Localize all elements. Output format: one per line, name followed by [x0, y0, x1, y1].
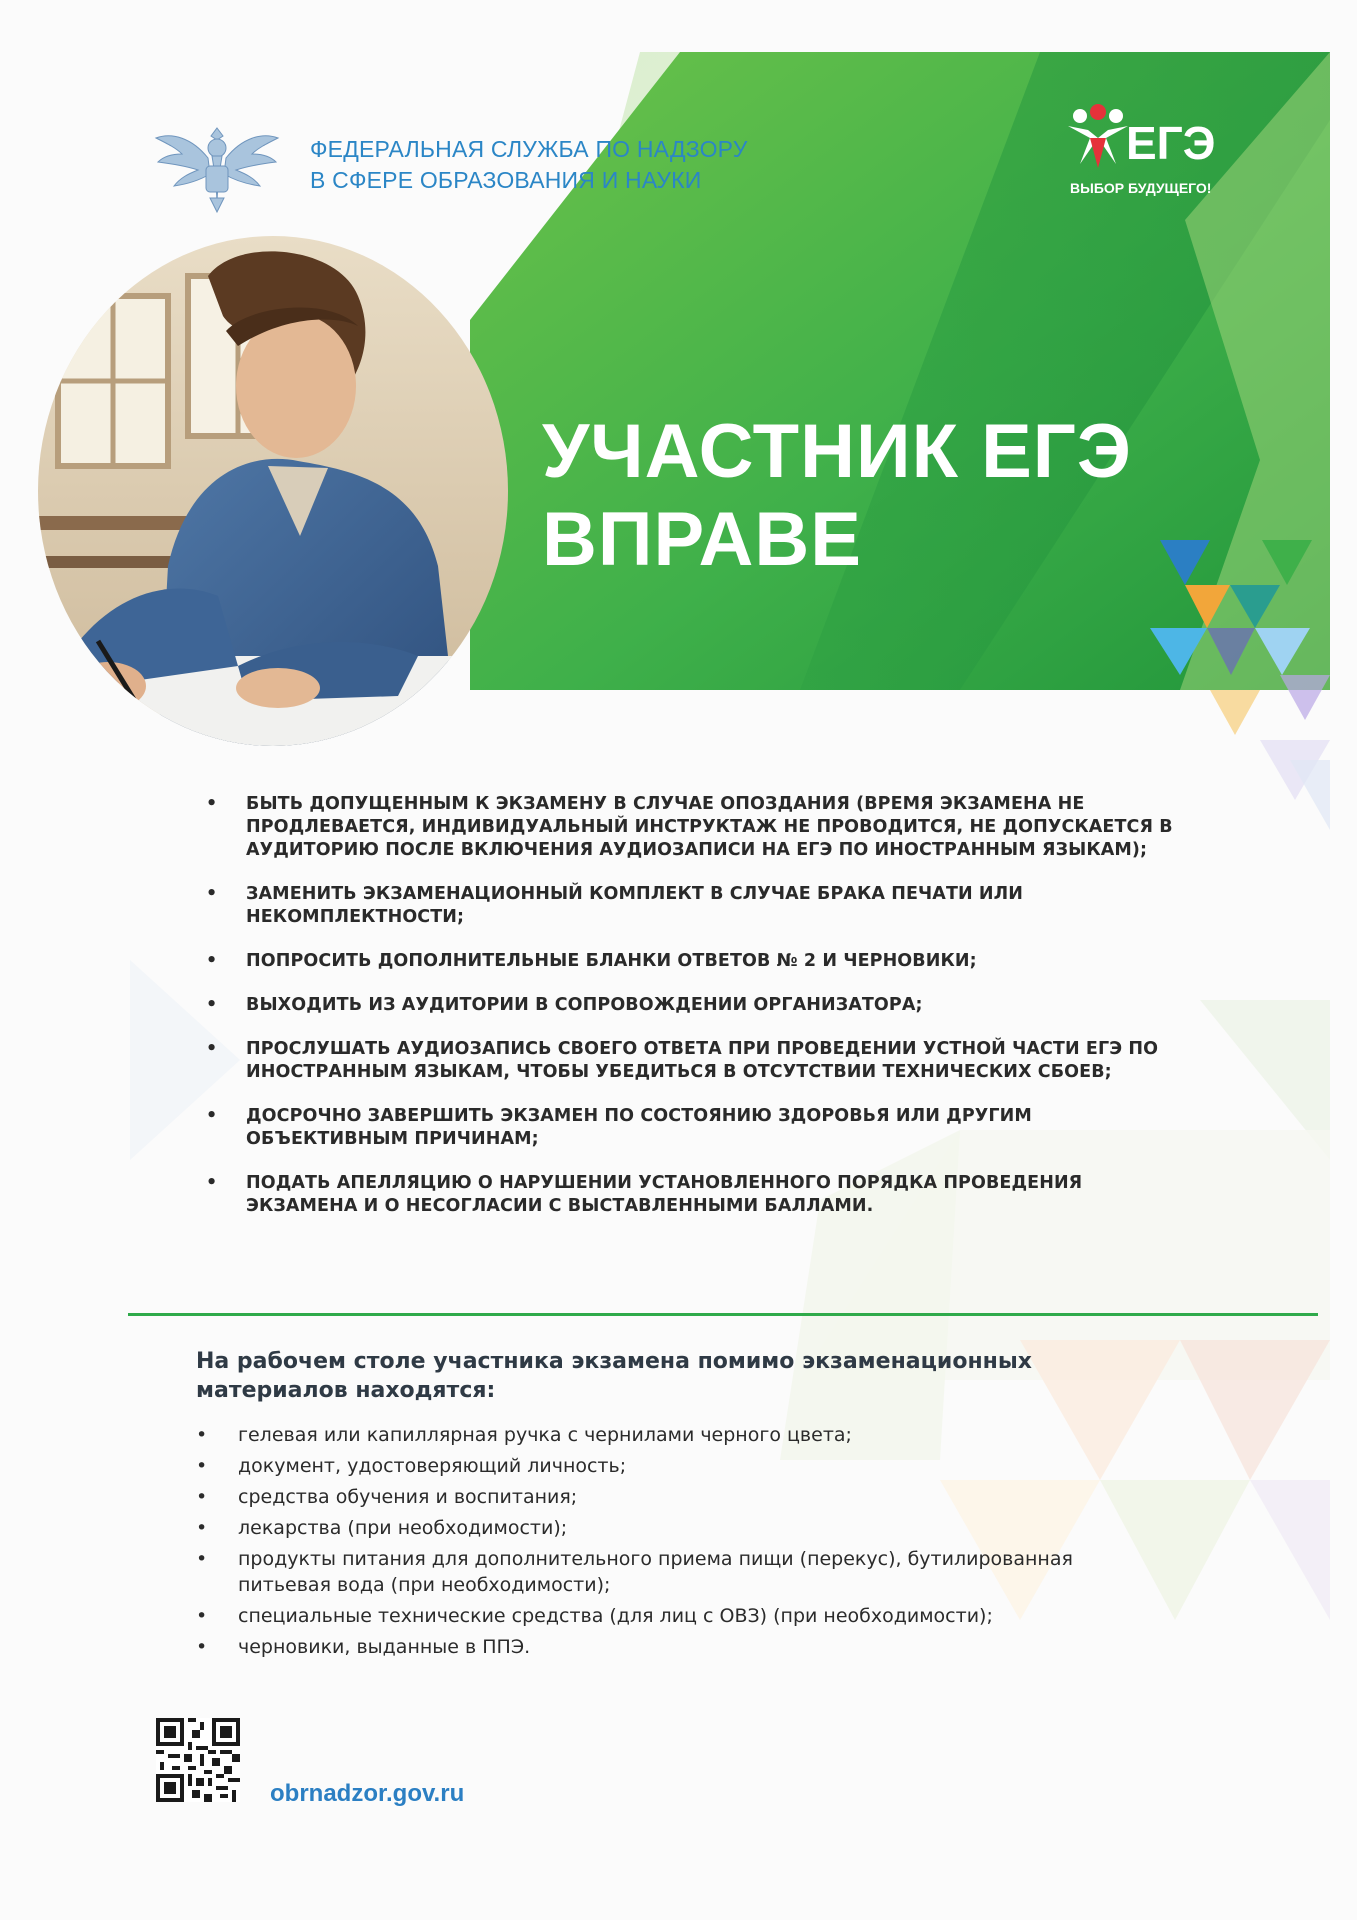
desk-list-item: • средства обучения и воспитания;	[196, 1484, 1156, 1510]
rights-list-item: • ВЫХОДИТЬ ИЗ АУДИТОРИИ В СОПРОВОЖДЕНИИ ОРГАНИЗАТОРА;	[196, 994, 1176, 1017]
desk-list-item: • черновики, выданные в ППЭ.	[196, 1634, 1156, 1660]
qr-code-icon[interactable]	[156, 1718, 240, 1802]
rights-list-item: • ПОДАТЬ АПЕЛЛЯЦИЮ О НАРУШЕНИИ УСТАНОВЛЕННОГО ПОРЯДКА ПРОВЕДЕНИЯ ЭКЗАМЕНА И О НЕСОГЛАСИИ С ВЫСТАВЛЕННЫМИ БАЛЛАМИ.	[196, 1172, 1176, 1218]
desk-list-item: • специальные технические средства (для лиц с ОВЗ) (при необходимости);	[196, 1603, 1156, 1629]
desk-section-heading: На рабочем столе участника экзамена помимо экзаменационных материалов находятся:	[196, 1349, 1032, 1403]
rights-list-item: • БЫТЬ ДОПУЩЕННЫМ К ЭКЗАМЕНУ В СЛУЧАЕ ОПОЗДАНИЯ (ВРЕМЯ ЭКЗАМЕНА НЕ ПРОДЛЕВАЕТСЯ, ИНДИВИДУАЛЬНЫЙ ИНСТРУКТАЖ НЕ ПРОВОДИТСЯ, НЕ ДОПУСКАЕТСЯ В АУДИТОРИЮ ПОСЛЕ ВКЛЮЧЕНИЯ АУДИОЗАПИСИ НА ЕГЭ ПО ИНОСТРАННЫМ ЯЗЫКАМ);	[196, 793, 1176, 862]
federal-emblem-icon	[152, 118, 282, 218]
desk-list-item: • лекарства (при необходимости);	[196, 1515, 1156, 1541]
student-photo-illustration	[38, 236, 508, 746]
student-photo	[38, 236, 508, 746]
rights-list-item: • ПОПРОСИТЬ ДОПОЛНИТЕЛЬНЫЕ БЛАНКИ ОТВЕТОВ № 2 И ЧЕРНОВИКИ;	[196, 950, 1176, 973]
agency-name-line-1: ФЕДЕРАЛЬНАЯ СЛУЖБА ПО НАДЗОРУ	[310, 136, 748, 162]
page-title-line-2: ВПРАВЕ	[542, 497, 862, 582]
page-title-line-1: УЧАСТНИК ЕГЭ	[542, 409, 1132, 494]
ege-logo-tagline: ВЫБОР БУДУЩЕГО!	[1070, 180, 1212, 196]
agency-name	[310, 134, 748, 196]
desk-list-item: • продукты питания для дополнительного приема пищи (перекус), бутилированная питьевая вода (при необходимости);	[196, 1546, 1156, 1598]
desk-items-list	[196, 1422, 1156, 1665]
rights-list-item: • ЗАМЕНИТЬ ЭКЗАМЕНАЦИОННЫЙ КОМПЛЕКТ В СЛУЧАЕ БРАКА ПЕЧАТИ ИЛИ НЕКОМПЛЕКТНОСТИ;	[196, 883, 1176, 929]
rights-list-item: • ДОСРОЧНО ЗАВЕРШИТЬ ЭКЗАМЕН ПО СОСТОЯНИЮ ЗДОРОВЬЯ ИЛИ ДРУГИМ ОБЪЕКТИВНЫМ ПРИЧИНАМ;	[196, 1105, 1176, 1151]
ege-logo-word: ЕГЭ	[1126, 117, 1216, 169]
rights-list-item: • ПРОСЛУШАТЬ АУДИОЗАПИСЬ СВОЕГО ОТВЕТА ПРИ ПРОВЕДЕНИИ УСТНОЙ ЧАСТИ ЕГЭ ПО ИНОСТРАННЫМ ЯЗЫКАМ, ЧТОБЫ УБЕДИТЬСЯ В ОТСУТСТВИИ ТЕХНИЧЕСКИХ СБОЕВ;	[196, 1038, 1176, 1084]
agency-name-line-2: В СФЕРЕ ОБРАЗОВАНИЯ И НАУКИ	[310, 167, 702, 193]
rights-list	[196, 793, 1176, 1239]
desk-list-item: • гелевая или капиллярная ручка с чернилами черного цвета;	[196, 1422, 1156, 1448]
desk-list-item: • документ, удостоверяющий личность;	[196, 1453, 1156, 1479]
page-title	[542, 408, 1132, 584]
website-link[interactable]: obrnadzor.gov.ru	[270, 1780, 465, 1807]
section-divider	[128, 1313, 1318, 1316]
